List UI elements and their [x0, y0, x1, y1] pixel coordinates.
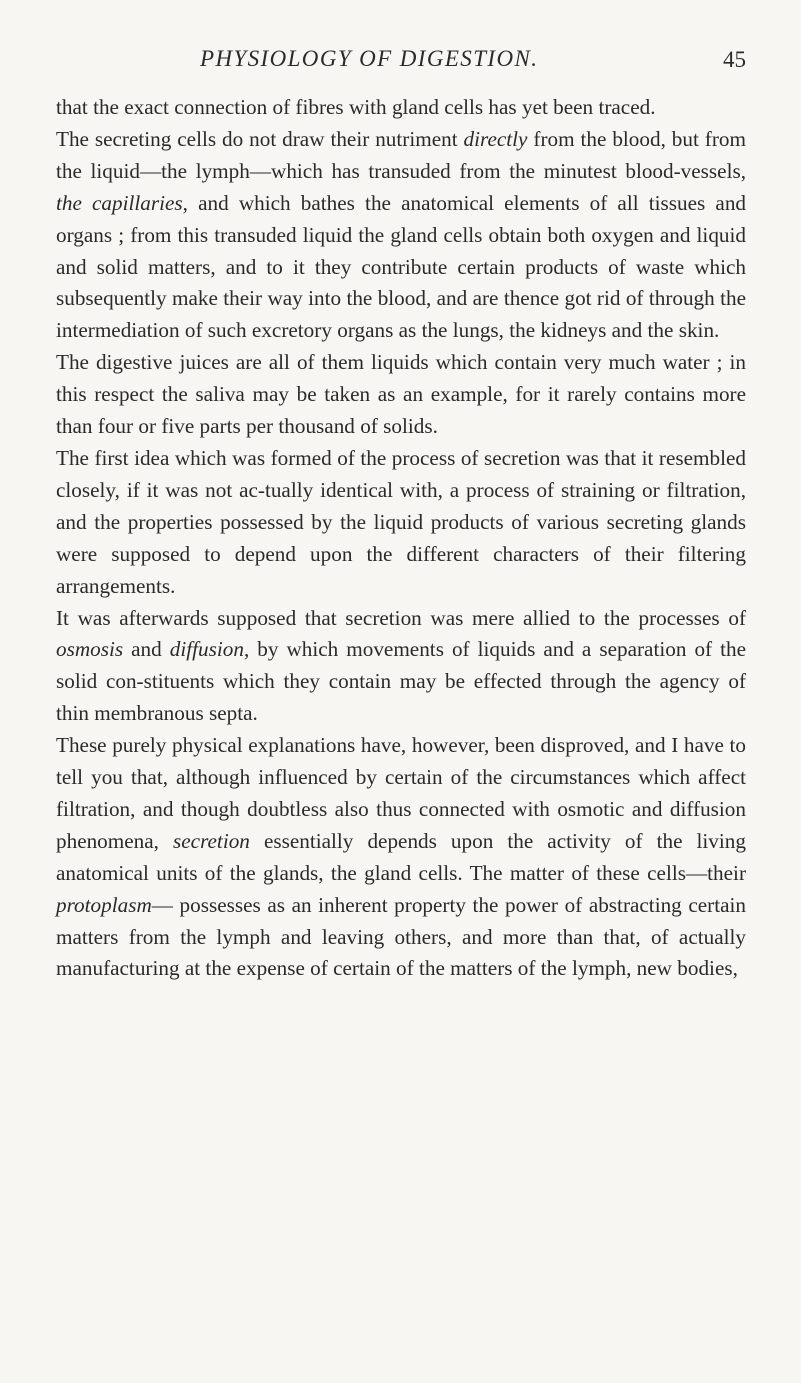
paragraph	[56, 92, 746, 124]
italic-term: protoplasm	[56, 892, 152, 917]
italic-term: secretion	[173, 828, 250, 853]
text-segment: These purely physical explanations have, however, been disproved, and I have to tell you that, although influenced by certain of the circumstances which affect filtration, and though doubtless also thus connected with osmotic and diffusion phenomena,	[56, 733, 746, 853]
paragraph	[56, 443, 746, 603]
text-segment: from the blood, but from the liquid—the lymph—which has transuded from the minutest blood-vessels,	[56, 126, 746, 183]
italic-term: the capillaries	[56, 190, 183, 215]
paragraph	[56, 730, 746, 985]
running-head	[0, 46, 801, 78]
text-segment: — possesses as an inherent property the power of abstracting certain matters from the lymph and leaving others, and more than that, of actually manufacturing at the expense of certain of the matters of the lymph, new bodies,	[56, 892, 746, 981]
italic-term: diffusion	[169, 637, 244, 662]
italic-term: osmosis	[56, 637, 124, 662]
body-text	[56, 92, 746, 985]
paragraph	[56, 603, 746, 731]
italic-term: directly	[463, 126, 528, 151]
text-segment: , and which bathes the anatomical elements of all tissues and organs ; from this transuded liquid the gland cells obtain both oxygen and liquid and solid matters, and to it they contribute certain products of waste which subsequently make their way into the blood, and are thence got rid of through the intermediation of such excretory organs as the lungs, the kidneys and the skin.	[56, 190, 747, 343]
page-number: 45	[723, 47, 746, 72]
text-segment: The secreting cells do not draw their nutriment	[56, 126, 464, 151]
text-segment: The first idea which was formed of the process of secretion was that it resembled closely, if it was not ac-tually identical with, a process of straining or filtration, and the properties possessed by the liquid products of various secreting glands were supposed to depend upon the different characters of their filtering arrangements.	[56, 445, 746, 598]
paragraph	[56, 124, 746, 347]
text-segment: essentially depends upon the activity of the living anatomical units of the glands, the gland cells. The matter of these cells—their	[56, 828, 746, 885]
text-segment: and	[123, 637, 170, 662]
text-segment: that the exact connection of fibres with gland cells has yet been traced.	[56, 95, 656, 119]
text-segment: , by which movements of liquids and a separation of the solid con-stituents which they contain may be effected through the agency of thin membranous septa.	[56, 637, 746, 726]
text-segment: It was afterwards supposed that secretion was mere allied to the processes of	[56, 605, 746, 630]
text-segment: The digestive juices are all of them liquids which contain very much water ; in this respect the saliva may be taken as an example, for it rarely contains more than four or five parts per thousand of solids.	[56, 350, 746, 439]
running-title: PHYSIOLOGY OF DIGESTION.	[200, 46, 539, 71]
paragraph	[56, 347, 746, 443]
